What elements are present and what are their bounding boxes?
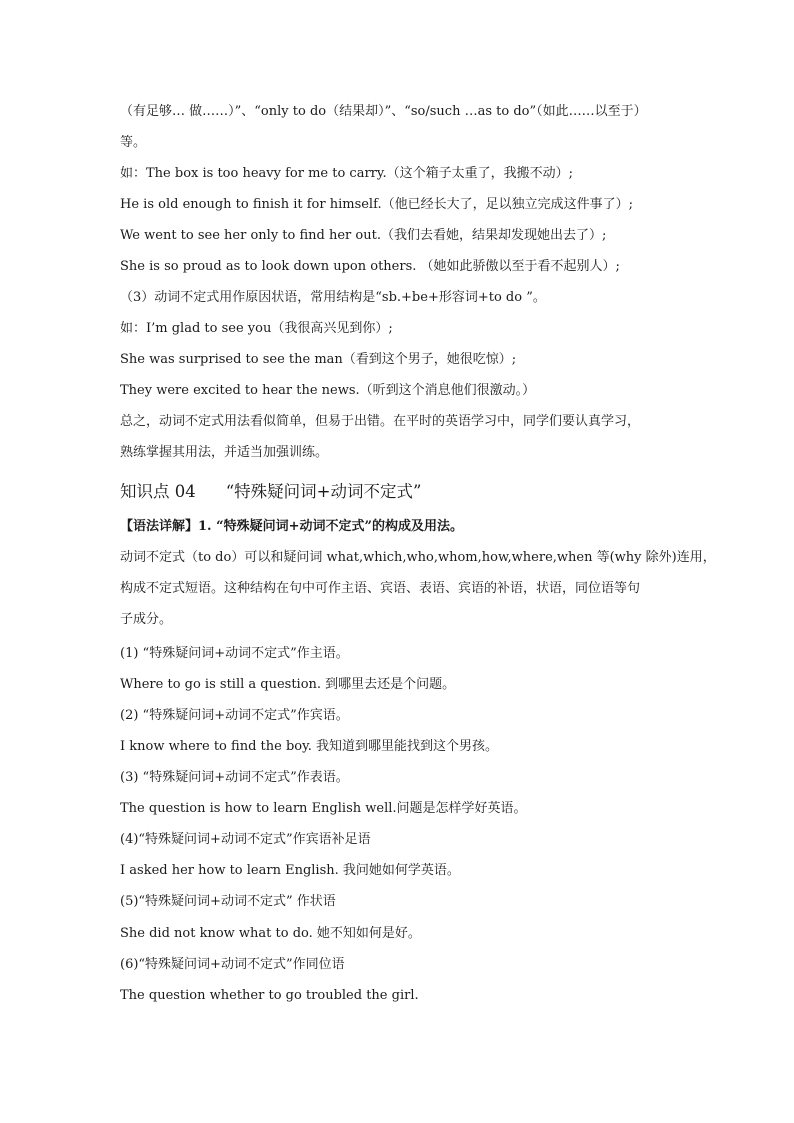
- text-line: 如：The box is too heavy for me to carry.（这个箱子太重了，我搬不动）;: [120, 166, 574, 181]
- text-line: We went to see her only to find her out.（我们去看她，结果却发现她出去了）;: [120, 228, 607, 243]
- text-line: I know where to find the boy. 我知道到哪里能找到这个男孩。: [120, 739, 498, 754]
- text-line: She did not know what to do. 她不知如何是好。: [120, 926, 421, 941]
- text-line: She was surprised to see the man（看到这个男子，她很吃惊）;: [120, 352, 517, 367]
- text-line: (4)“特殊疑问词+动词不定式”作宾语补足语: [120, 832, 371, 847]
- text-line: (5)“特殊疑问词+动词不定式” 作状语: [120, 894, 336, 909]
- text-line: 等。: [120, 135, 147, 150]
- text-line: (2) “特殊疑问词+动词不定式”作宾语。: [120, 708, 349, 723]
- text-line: The question whether to go troubled the girl.: [120, 988, 419, 1003]
- text-line: 熟练掌握其用法，并适当加强训练。: [120, 445, 329, 460]
- text-line: The question is how to learn English well.问题是怎样学好英语。: [120, 801, 527, 816]
- text-line: He is old enough to finish it for himself.（他已经长大了，足以独立完成这件事了）;: [120, 197, 633, 212]
- text-line: （有足够… 做……）”、“only to do（结果却）”、“so/such …as to do”（如此……以至于）: [120, 104, 647, 119]
- text-line: I asked her how to learn English. 我问她如何学英语。: [120, 863, 460, 878]
- section-heading: [120, 481, 421, 503]
- text-line: (6)“特殊疑问词+动词不定式”作同位语: [120, 957, 345, 972]
- section-number: 知识点 04: [120, 482, 196, 501]
- text-line: They were excited to hear the news.（听到这个消息他们很激动。）: [120, 383, 536, 398]
- text-line: (3) “特殊疑问词+动词不定式”作表语。: [120, 770, 349, 785]
- text-line: 构成不定式短语。这种结构在句中可作主语、宾语、表语、宾语的补语，状语，同位语等句: [120, 581, 641, 596]
- text-line: （3）动词不定式用作原因状语，常用结构是“sb.+be+形容词+to do ”。: [120, 290, 546, 305]
- text-line: Where to go is still a question. 到哪里去还是个问题。: [120, 677, 456, 692]
- text-line: She is so proud as to look down upon others. （她如此骄傲以至于看不起别人）;: [120, 259, 620, 274]
- grammar-title: 【语法详解】1. “特殊疑问词+动词不定式”的构成及用法。: [120, 519, 463, 534]
- text-line: 如：I’m glad to see you（我很高兴见到你）;: [120, 321, 393, 336]
- section-title: “特殊疑问词+动词不定式”: [225, 482, 422, 501]
- text-line: 总之，动词不定式用法看似简单，但易于出错。在平时的英语学习中，同学们要认真学习，: [120, 414, 641, 429]
- text-line: 动词不定式（to do）可以和疑问词 what,which,who,whom,how,where,when 等(why 除外)连用，: [120, 550, 716, 565]
- text-line: 子成分。: [120, 612, 173, 627]
- text-line: (1) “特殊疑问词+动词不定式”作主语。: [120, 646, 349, 661]
